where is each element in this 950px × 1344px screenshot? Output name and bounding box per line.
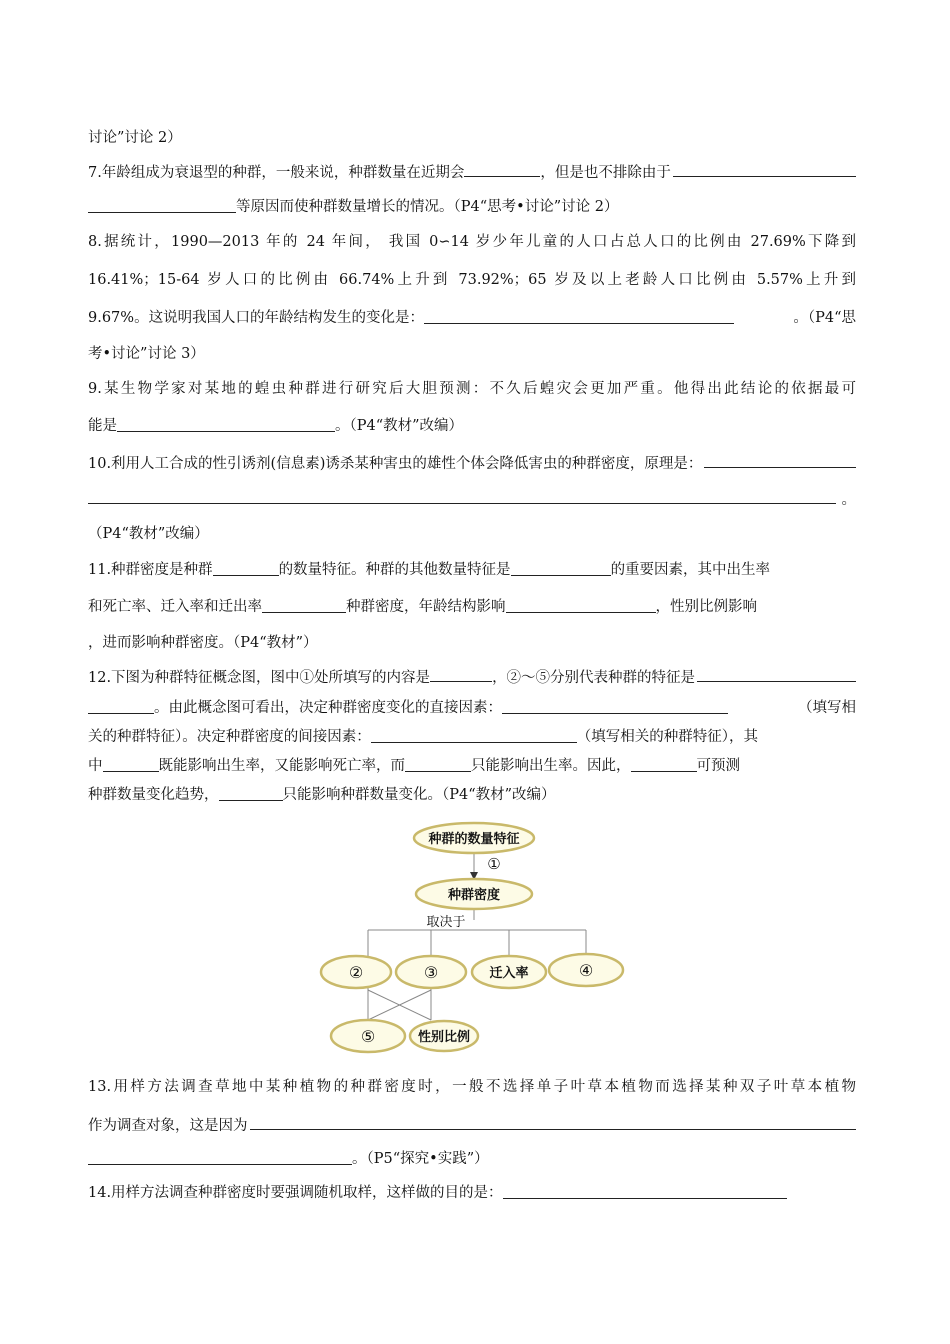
question-9-line-1: 9.某生物学家对某地的蝗虫种群进行研究后大胆预测：不久后蝗灾会更加严重。他得出此结论的依据最可	[88, 381, 856, 397]
answer-blank[interactable]	[697, 666, 856, 682]
line-continued: 讨论”讨论 2）	[88, 130, 182, 146]
answer-blank[interactable]	[117, 416, 335, 432]
label-arrow: ①	[487, 855, 501, 873]
question-11-line-3: ，进而影响种群密度。（P4“教材”）	[88, 635, 318, 651]
answer-blank[interactable]	[464, 161, 540, 177]
question-12-line-3: 关的种群特征）。决定种群密度的间接因素： （填写相关的种群特征），其	[88, 729, 758, 745]
answer-blank[interactable]	[250, 1114, 857, 1130]
label-middle: 种群密度	[447, 888, 501, 903]
diagram-labels	[349, 831, 593, 1046]
question-8-line-2: 16.41%；15-64 岁人口的比例由 66.74%上升到 73.92%；65 岁及以上老龄人口比例由 5.57%上升到	[88, 272, 856, 288]
question-8-line-3: 9.67%。这说明我国人口的年龄结构发生的变化是： 。（P4“思	[88, 310, 856, 326]
label-2: ②	[348, 963, 364, 982]
question-8-line-1: 8.据统计，1990—2013 年的 24 年间， 我国 0∽14 岁少年儿童的人口占总人口的比例由 27.69%下降到	[88, 234, 856, 250]
question-14-line-1: 14.用样方法调查种群密度时要强调随机取样，这样做的目的是：	[88, 1182, 856, 1204]
answer-blank[interactable]	[88, 197, 236, 213]
label-depends: 取决于	[426, 915, 466, 930]
question-12-line-4: 中 既能影响出生率，又能影响死亡率，而 只能影响出生率。因此， 可预测	[88, 758, 740, 774]
question-10-line-3: （P4“教材”改编）	[88, 526, 209, 542]
answer-blank[interactable]	[88, 1149, 352, 1165]
question-12-line-2: 。由此概念图可看出，决定种群密度变化的直接因素： （填写相	[88, 697, 856, 719]
population-concept-diagram	[318, 820, 638, 1060]
answer-blank[interactable]	[88, 488, 836, 504]
label-immigration: 迁入率	[489, 966, 529, 981]
answer-blank[interactable]	[511, 560, 611, 576]
answer-blank[interactable]	[88, 698, 154, 714]
answer-blank[interactable]	[430, 666, 492, 682]
answer-blank[interactable]	[405, 756, 471, 772]
question-11-line-2: 和死亡率、迁入率和迁出率 种群密度，年龄结构影响 ，性别比例影响	[88, 599, 757, 615]
answer-blank[interactable]	[503, 1183, 787, 1199]
question-9-line-2: 能是 。（P4“教材”改编）	[88, 418, 464, 434]
label-top: 种群的数量特征	[428, 832, 520, 847]
answer-blank[interactable]	[262, 597, 346, 613]
answer-blank[interactable]	[103, 756, 159, 772]
question-10-line-1: 10.利用人工合成的性引诱剂(信息素)诱杀某种害虫的雄性个体会降低害虫的种群密度，原理是：	[88, 452, 856, 474]
question-10-line-2: 。	[88, 488, 856, 510]
ellipses	[321, 823, 623, 1052]
question-13-line-3: 。（P5“探究•实践”）	[88, 1148, 856, 1170]
answer-blank[interactable]	[371, 727, 577, 743]
answer-blank[interactable]	[631, 756, 697, 772]
question-7-line-2: 等原因而使种群数量增长的情况。（P4“思考•讨论”讨论 2）	[88, 196, 856, 218]
label-sex-ratio: 性别比例	[417, 1030, 471, 1045]
label-4: ④	[578, 961, 594, 980]
answer-blank[interactable]	[219, 785, 283, 801]
question-13-line-2: 作为调查对象，这是因为	[88, 1114, 856, 1136]
answer-blank[interactable]	[502, 698, 728, 714]
answer-blank[interactable]	[506, 597, 656, 613]
answer-blank[interactable]	[673, 161, 856, 177]
question-7-line-1: 7.年龄组成为衰退型的种群，一般来说，种群数量在近期会 ，但是也不排除由于	[88, 161, 856, 183]
answer-blank[interactable]	[424, 308, 734, 324]
question-11-line-1: 11.种群密度是种群 的数量特征。种群的其他数量特征是 的重要因素，其中出生率	[88, 562, 771, 578]
question-12-line-5: 种群数量变化趋势， 只能影响种群数量变化。（P4“教材”改编）	[88, 787, 556, 803]
question-12-line-1: 12.下图为种群特征概念图，图中①处所填写的内容是 ，②～⑤分别代表种群的特征是	[88, 666, 856, 688]
question-13-line-1: 13.用样方法调查草地中某种植物的种群密度时，一般不选择单子叶草本植物而选择某种双子叶草本植物	[88, 1079, 856, 1095]
label-3: ③	[423, 963, 439, 982]
label-5: ⑤	[360, 1027, 376, 1046]
answer-blank[interactable]	[213, 560, 279, 576]
question-8-line-4: 考•讨论”讨论 3）	[88, 346, 205, 362]
answer-blank[interactable]	[704, 452, 856, 468]
